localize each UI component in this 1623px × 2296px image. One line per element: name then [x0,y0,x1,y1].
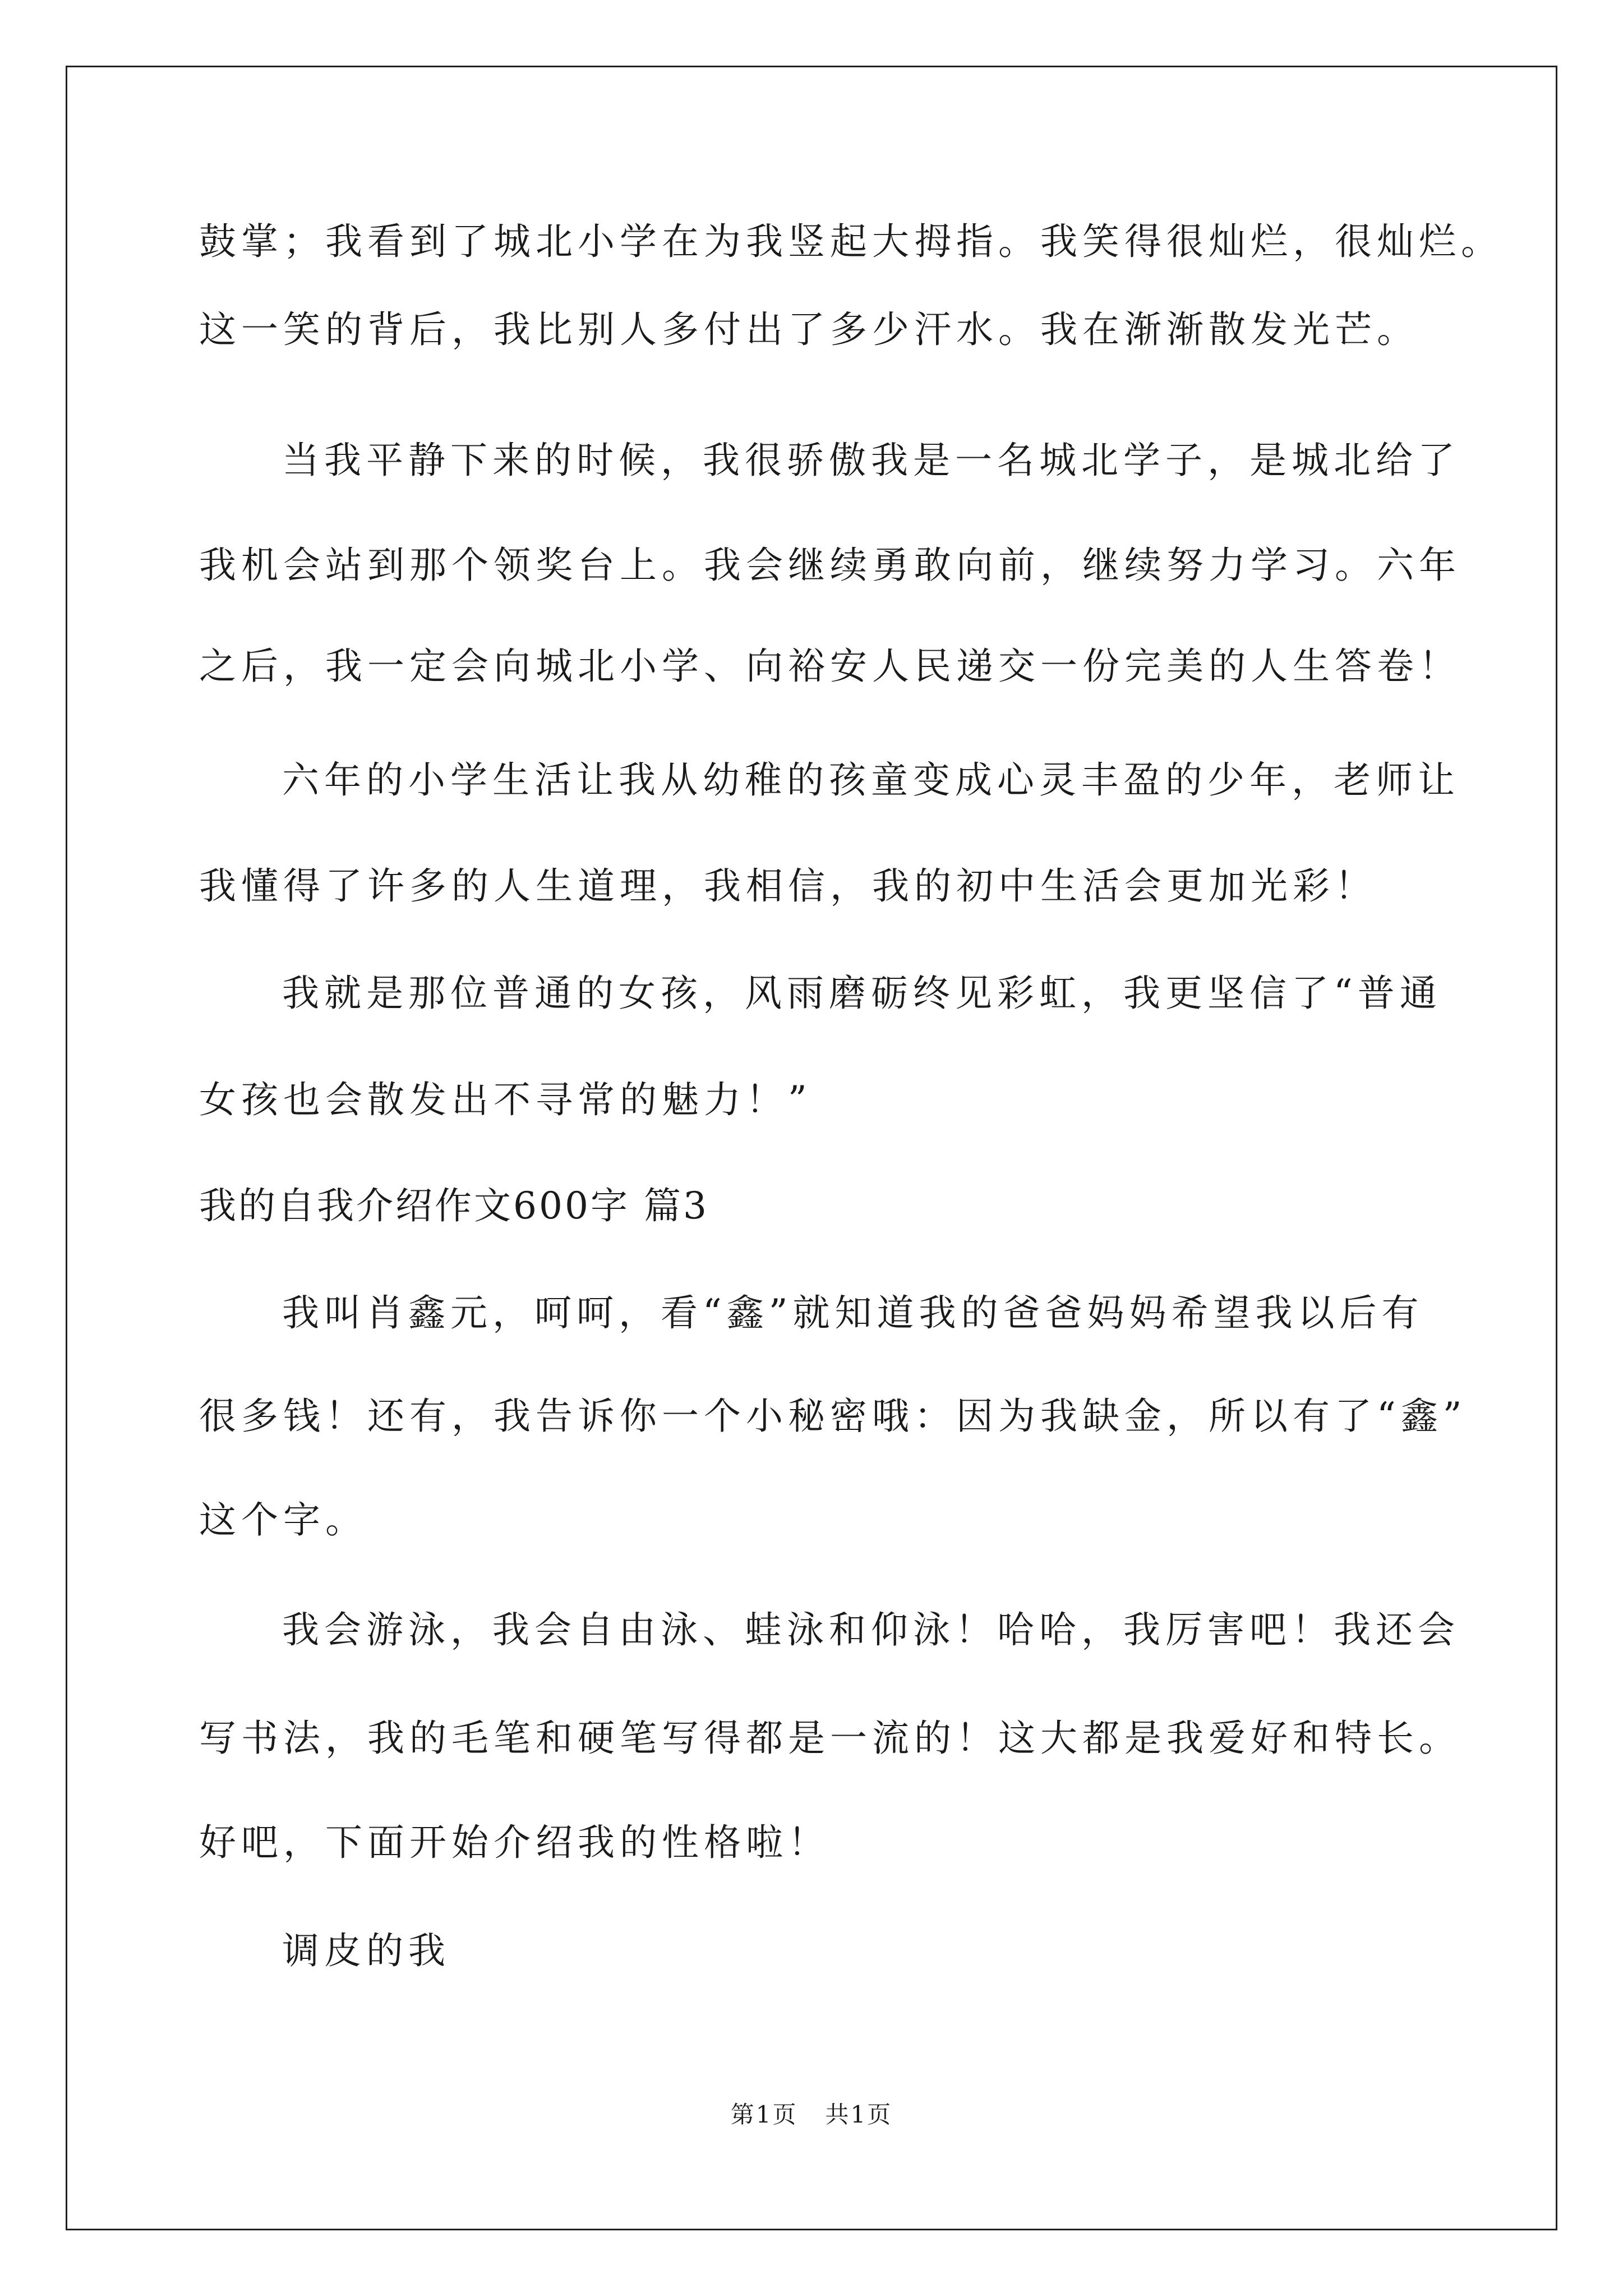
text-line: 这一笑的背后，我比别人多付出了多少汗水。我在渐渐散发光芒。 [199,308,1419,351]
paragraph-start-line: 当我平静下来的时候，我很骄傲我是一名城北学子，是城北给了 [282,439,1460,482]
paragraph-start-line: 我就是那位普通的女孩，风雨磨砺终见彩虹，我更坚信了“普通 [282,972,1442,1015]
text-line: 很多钱！还有，我告诉你一个小秘密哦：因为我缺金，所以有了“鑫” [199,1395,1467,1438]
text-line: 女孩也会散发出不寻常的魅力！” [199,1078,812,1121]
paragraph-start-line: 我会游泳，我会自由泳、蛙泳和仰泳！哈哈，我厉害吧！我还会 [282,1608,1460,1651]
text-line: 写书法，我的毛笔和硬笔写得都是一流的！这大都是我爱好和特长。 [199,1717,1461,1760]
text-line: 好吧，下面开始介绍我的性格啦！ [199,1821,830,1864]
section-heading: 我的自我介绍作文600字 篇3 [199,1184,709,1227]
page-border [66,66,1557,2230]
paragraph-start-line: 调皮的我 [282,1929,450,1972]
text-line: 我懂得了许多的人生道理，我相信，我的初中生活会更加光彩！ [199,864,1377,908]
text-line: 这个字。 [199,1498,367,1542]
paragraph-start-line: 我叫肖鑫元，呵呵，看“鑫”就知道我的爸爸妈妈希望我以后有 [282,1291,1424,1335]
text-line: 之后，我一定会向城北小学、向裕安人民递交一份完美的人生答卷！ [199,645,1461,688]
page-footer: 第1页 共1页 [730,2101,893,2128]
paragraph-start-line: 六年的小学生活让我从幼稚的孩童变成心灵丰盈的少年，老师让 [282,758,1460,802]
text-line: 我机会站到那个领奖台上。我会继续勇敢向前，继续努力学习。六年 [199,544,1461,587]
text-line: 鼓掌；我看到了城北小学在为我竖起大拇指。我笑得很灿烂，很灿烂。 [199,220,1503,263]
